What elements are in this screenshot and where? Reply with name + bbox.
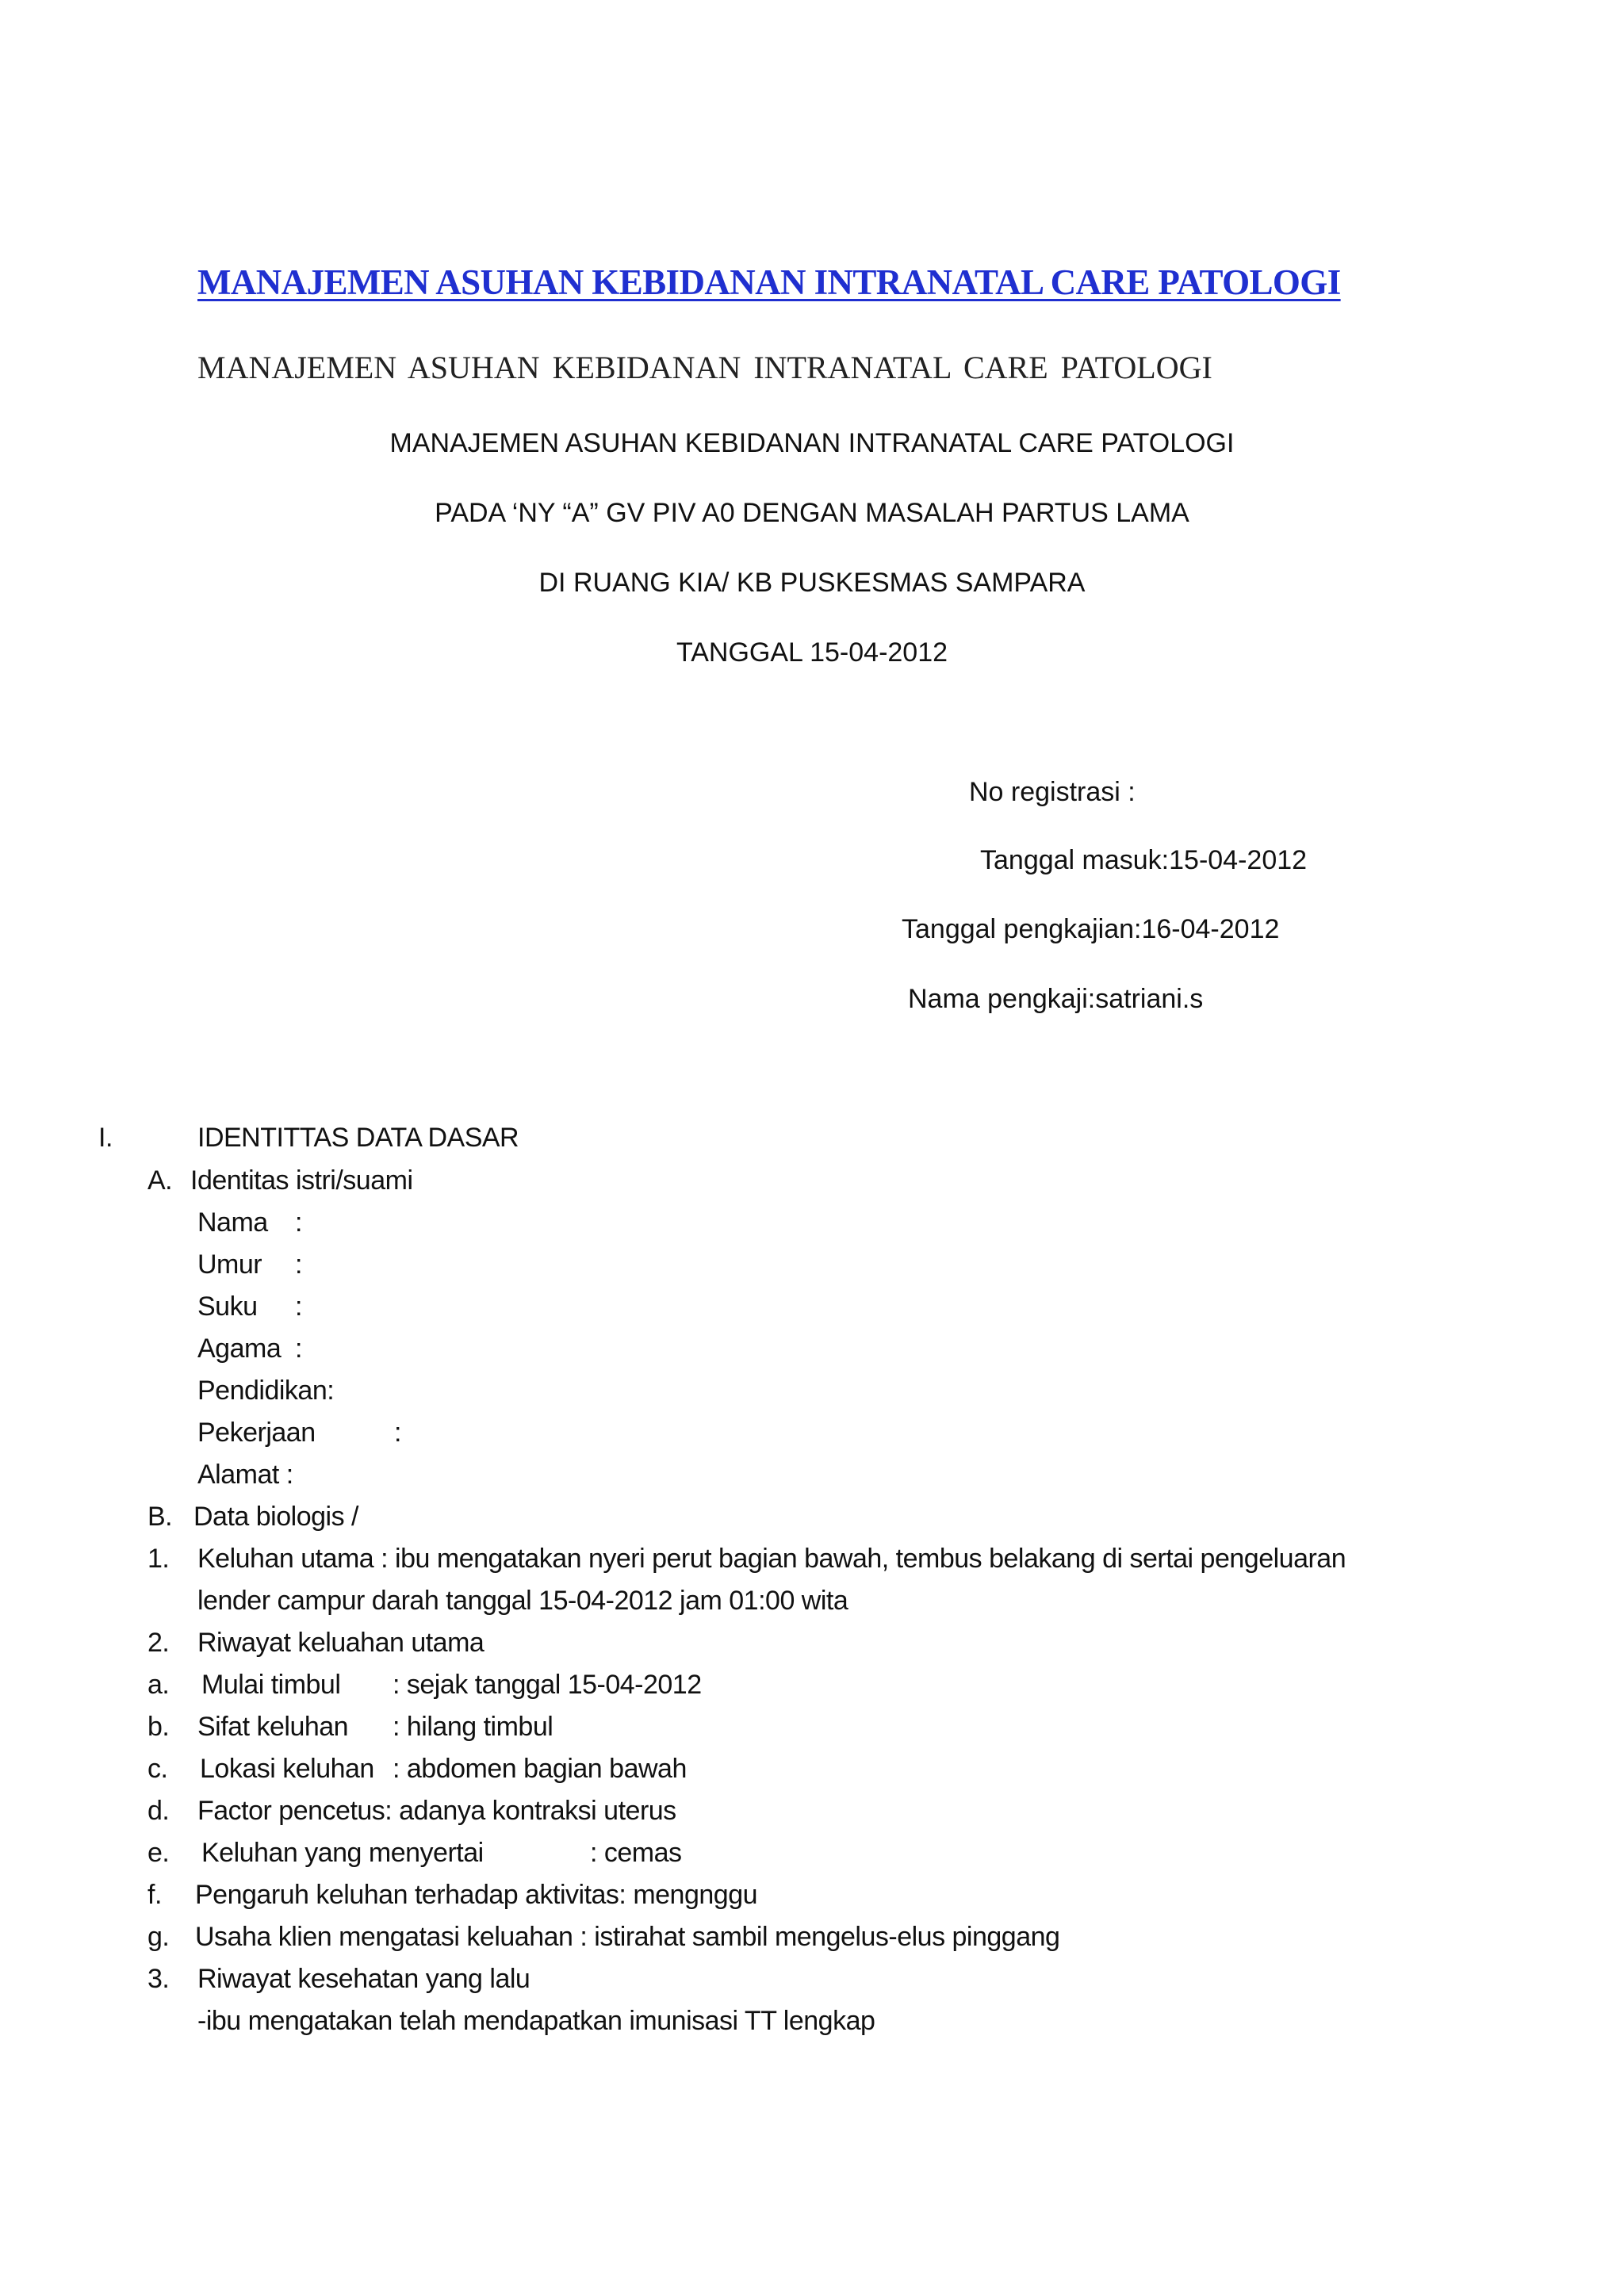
tanggal-masuk: Tanggal masuk:15-04-2012 [980, 845, 1308, 875]
sub-item-f-marker: f. [147, 1880, 162, 1910]
field-umur-label: Umur [197, 1249, 262, 1280]
sub-b-marker: B. [147, 1502, 173, 1532]
item-1-marker: 1. [147, 1544, 170, 1574]
item-3-marker: 3. [147, 1964, 170, 1994]
tanggal-pengkajian: Tanggal pengkajian:16-04-2012 [902, 914, 1280, 944]
section-number: I. [98, 1123, 113, 1153]
field-agama-label: Agama [197, 1334, 282, 1364]
item-2-marker: 2. [147, 1628, 170, 1658]
sub-item-g-marker: g. [147, 1922, 170, 1952]
sub-item-g-text: Usaha klien mengatasi keluahan : istirahat sambil mengelus-elus pinggang [195, 1922, 1060, 1952]
sub-a-marker: A. [147, 1165, 173, 1196]
field-pekerjaan-colon: : [394, 1418, 401, 1448]
center-title-line-3: DI RUANG KIA/ KB PUSKESMAS SAMPARA [538, 568, 1086, 598]
item-1-line-1: Keluhan utama : ibu mengatakan nyeri perut bagian bawah, tembus belakang di sertai pengeluaran [197, 1544, 1346, 1574]
sub-a-label: Identitas istri/suami [190, 1165, 413, 1196]
sub-item-a-marker: a. [147, 1670, 170, 1700]
field-pendidikan-label: Pendidikan: [197, 1376, 335, 1406]
sub-item-c-label: Lokasi keluhan [200, 1754, 374, 1784]
nama-pengkaji: Nama pengkaji:satriani.s [908, 984, 1204, 1014]
center-title-line-1: MANAJEMEN ASUHAN KEBIDANAN INTRANATAL CARE PATOLOGI [389, 428, 1235, 458]
field-suku-colon: : [295, 1292, 302, 1322]
field-pekerjaan-label: Pekerjaan [197, 1418, 316, 1448]
document-title-serif: MANAJEMEN ASUHAN KEBIDANAN INTRANATAL CARE PATOLOGI [197, 350, 1212, 385]
sub-item-e-marker: e. [147, 1838, 170, 1868]
sub-item-a-value: : sejak tanggal 15-04-2012 [393, 1670, 702, 1700]
sub-item-e-value: : cemas [590, 1838, 682, 1868]
section-heading: IDENTITTAS DATA DASAR [197, 1123, 519, 1153]
sub-b-label: Data biologis / [193, 1502, 358, 1532]
sub-item-d-text: Factor pencetus: adanya kontraksi uterus [197, 1796, 676, 1826]
sub-item-b-label: Sifat keluhan [197, 1712, 349, 1742]
field-nama-colon: : [295, 1207, 302, 1238]
sub-item-e-label: Keluhan yang menyertai [201, 1838, 484, 1868]
item-3-line-2: -ibu mengatakan telah mendapatkan imunisasi TT lengkap [197, 2006, 875, 2036]
field-suku-label: Suku [197, 1292, 258, 1322]
document-title-link[interactable]: MANAJEMEN ASUHAN KEBIDANAN INTRANATAL CARE PATOLOGI [197, 262, 1341, 302]
item-1-line-2: lender campur darah tanggal 15-04-2012 jam 01:00 wita [197, 1586, 848, 1616]
center-title-line-4: TANGGAL 15-04-2012 [676, 637, 948, 668]
sub-item-c-marker: c. [147, 1754, 168, 1784]
field-alamat-label: Alamat : [197, 1460, 293, 1490]
no-registrasi: No registrasi : [969, 777, 1136, 807]
center-title-line-2: PADA ‘NY “A” GV PIV A0 DENGAN MASALAH PARTUS LAMA [435, 498, 1189, 528]
sub-item-f-text: Pengaruh keluhan terhadap aktivitas: mengnggu [195, 1880, 758, 1910]
sub-item-a-label: Mulai timbul [201, 1670, 341, 1700]
sub-item-d-marker: d. [147, 1796, 170, 1826]
field-nama-label: Nama [197, 1207, 268, 1238]
item-2-label: Riwayat keluahan utama [197, 1628, 485, 1658]
field-agama-colon: : [295, 1334, 302, 1364]
field-umur-colon: : [295, 1249, 302, 1280]
sub-item-b-value: : hilang timbul [393, 1712, 553, 1742]
sub-item-b-marker: b. [147, 1712, 170, 1742]
item-3-label: Riwayat kesehatan yang lalu [197, 1964, 530, 1994]
sub-item-c-value: : abdomen bagian bawah [393, 1754, 687, 1784]
